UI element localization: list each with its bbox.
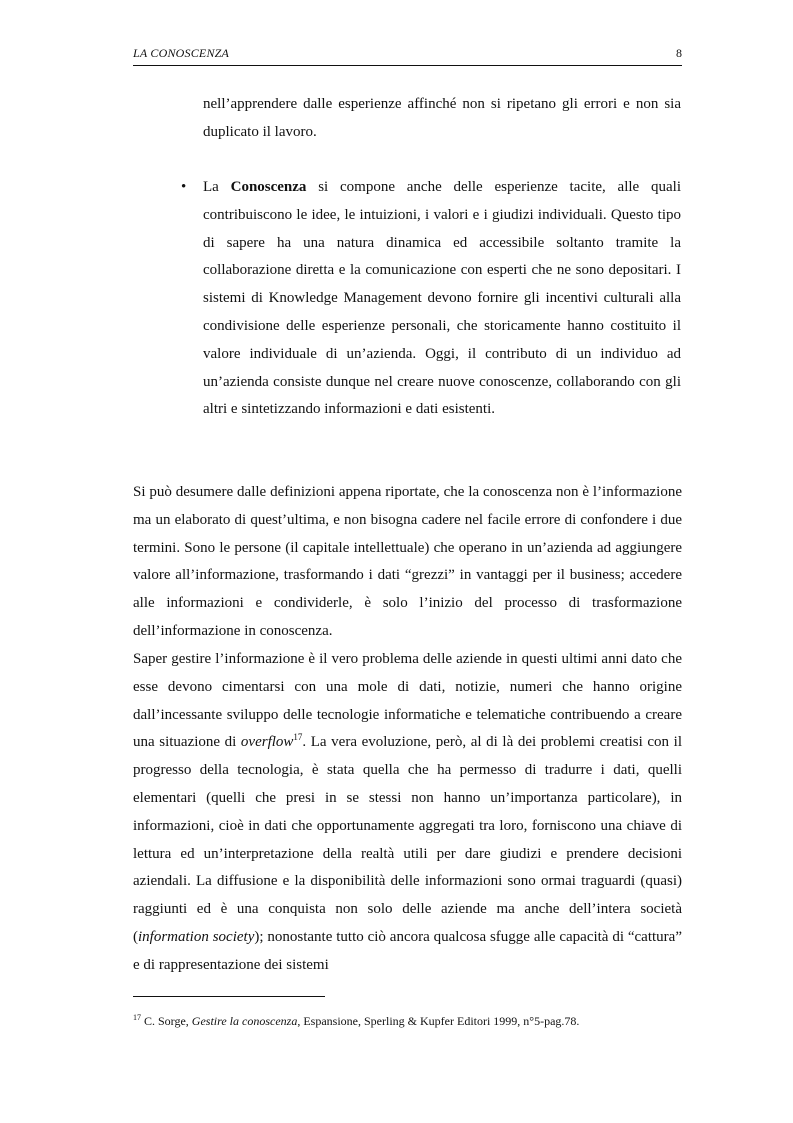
bullet-icon: • xyxy=(181,179,187,195)
paragraph2-part2: . La vera evoluzione, però, al di là dei problemi creatisi con il progresso della tecnologia, è stata quella che ha permesso di tradurre i dati, quelli elementari (quelli che presi in se stessi non hanno un’importanza particolare), in informazioni, cioè in dati che opportunamente aggregati tra loro, forniscono una chiave di lettura ed un’interpretazione della realtà utili per dare giudizi e prendere decisioni aziendali. La diffusione e la disponibilità delle informazioni sono ormai traguardi (quasi) raggiunti ed è una conquista non solo delle aziende ma anche dell’intera società ( xyxy=(133,734,682,945)
footnote-number: 17 xyxy=(133,1013,141,1022)
bullet-lead: La xyxy=(203,179,231,195)
page-number: 8 xyxy=(676,46,682,60)
bullet-paragraph xyxy=(203,174,681,424)
footnote-reference[interactable]: 17 xyxy=(293,732,303,743)
paragraph2-part3: ); nonostante tutto ciò ancora qualcosa sfugge alle capacità di “cattura” e di rappresentazione dei sistemi xyxy=(133,928,682,973)
footnote-rest: , Espansione, Sperling & Kupfer Editori 1999, n°5-pag.78. xyxy=(297,1014,580,1028)
footnote-rule xyxy=(133,996,325,997)
footnote-author: C. Sorge, xyxy=(141,1014,192,1028)
continuation-paragraph: nell’apprendere dalle esperienze affinché non si ripetano gli errori e non sia duplicato il lavoro. xyxy=(203,96,681,140)
header-title: LA CONOSCENZA xyxy=(133,46,230,60)
bullet-term: Conoscenza xyxy=(230,179,307,195)
footnote-title: Gestire la conoscenza xyxy=(191,1014,298,1028)
header-rule xyxy=(133,65,682,66)
running-header xyxy=(133,46,682,64)
information-society-term: information society xyxy=(138,928,255,945)
bullet-text: si compone anche delle esperienze tacite, alle quali contribuiscono le idee, le intuizioni, i valori e i giudizi individuali. Questo tipo di sapere ha una natura dinamica ed accessibile soltanto tramite la collaborazione diretta e la comunicazione con esperti che ne sono depositari. I sistemi di Knowledge Management devono fornire gli incentivi culturali alla condivisione delle esperienze personali, che storicamente hanno costituito il valore individuale di un’azienda. Oggi, il contributo di un individuo ad un’azienda consiste dunque nel creare nuove conoscenze, collaborando con gli altri e sintetizzando informazioni e dati esistenti. xyxy=(203,179,681,418)
body-paragraph-2 xyxy=(133,646,682,980)
overflow-term: overflow xyxy=(240,734,294,751)
paragraph2-part1: Saper gestire l’informazione è il vero problema delle aziende in questi ultimi anni dato che esse devono cimentarsi con una mole di dati, notizie, numeri che hanno origine dall’incessante sviluppo delle tecnologie informatiche e telematiche contribuendo a creare una situazione di xyxy=(133,651,682,751)
body-paragraph-1: Si può desumere dalle definizioni appena riportate, che la conoscenza non è l’informazione ma un elaborato di quest’ultima, e non bisogna cadere nel facile errore di confondere i due termini. Sono le persone (il capitale intellettuale) che operano in un’azienda ad aggiungere valore all’informazione, trasformando i dati “grezzi” in vantaggi per il business; accedere alle informazioni e condividerle, è solo l’inizio del processo di trasformazione dell’informazione in conoscenza. xyxy=(133,484,682,639)
footnote xyxy=(133,1013,693,1029)
